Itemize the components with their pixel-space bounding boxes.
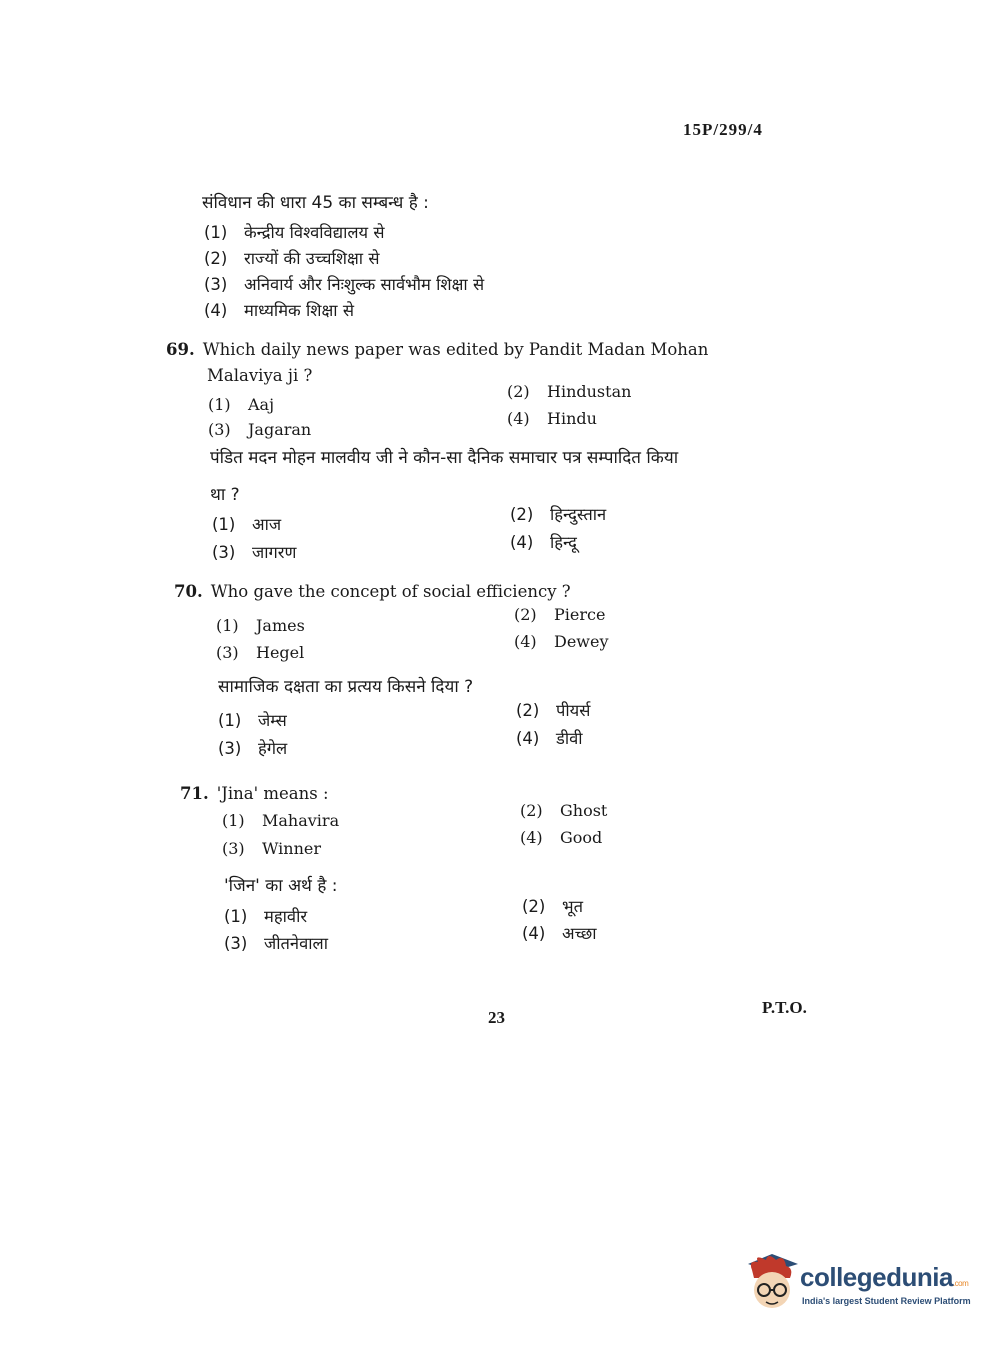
q69-hindi-option-4: (4) हिन्दू	[510, 533, 577, 552]
q71-english-option-3: (3) Winner	[222, 839, 322, 858]
brand-name: collegedunia.com	[800, 1262, 969, 1292]
q70-hindi-option-2: (2) पीयर्स	[516, 701, 591, 720]
q71-hindi-option-1: (1) महावीर	[224, 907, 308, 926]
q69-english-option-3: (3) Jagaran	[208, 420, 312, 439]
q70-hindi-option-1: (1) जेम्स	[218, 711, 287, 730]
q70-english-option-1: (1) James	[216, 616, 305, 635]
q69-hindi-option-1: (1) आज	[212, 515, 282, 534]
q71-english-stem: 71. 'Jina' means :	[180, 784, 329, 803]
q70-number: 70.	[174, 582, 203, 601]
q68-hindi-option-2: (2) राज्यों की उच्चशिक्षा से	[204, 249, 380, 268]
q69-english-option-1: (1) Aaj	[208, 395, 275, 414]
q71-number: 71.	[180, 784, 209, 803]
pto-label: P.T.O.	[762, 998, 807, 1017]
q69-english-option-2: (2) Hindustan	[507, 382, 632, 401]
page-number: 23	[488, 1008, 505, 1027]
q69-hindi-option-2: (2) हिन्दुस्तान	[510, 505, 607, 524]
q69-english-option-4: (4) Hindu	[507, 409, 597, 428]
q71-hindi-option-2: (2) भूत	[522, 897, 584, 916]
q68-hindi-stem: संविधान की धारा 45 का सम्बन्ध है :	[202, 193, 429, 213]
q69-hindi-stem-line1: पंडित मदन मोहन मालवीय जी ने कौन-सा दैनिक समाचार पत्र सम्पादित किया	[210, 448, 679, 468]
q71-english-option-4: (4) Good	[520, 828, 603, 847]
paper-code: 15P/299/4	[683, 120, 763, 139]
q68-hindi-option-4: (4) माध्यमिक शिक्षा से	[204, 301, 354, 320]
q68-hindi-option-1: (1) केन्द्रीय विश्वविद्यालय से	[204, 223, 385, 242]
q70-english-stem: 70. Who gave the concept of social efficiency ?	[174, 582, 571, 601]
q70-english-option-2: (2) Pierce	[514, 605, 606, 624]
q70-hindi-stem: सामाजिक दक्षता का प्रत्यय किसने दिया ?	[218, 677, 474, 697]
q71-english-option-2: (2) Ghost	[520, 801, 608, 820]
q69-number: 69.	[166, 340, 195, 359]
q71-hindi-stem: 'जिन' का अर्थ है :	[224, 876, 338, 896]
q70-english-option-3: (3) Hegel	[216, 643, 305, 662]
collegedunia-logo	[742, 1250, 972, 1312]
q69-english-stem-line2: Malaviya ji ?	[207, 366, 313, 385]
q69-english-stem-line1: 69. Which daily news paper was edited by Pandit Madan Mohan	[166, 340, 709, 359]
q69-hindi-option-3: (3) जागरण	[212, 543, 297, 562]
q68-hindi-option-3: (3) अनिवार्य और निःशुल्क सार्वभौम शिक्षा से	[204, 275, 485, 294]
q69-hindi-stem-line2: था ?	[210, 485, 240, 505]
q71-hindi-option-4: (4) अच्छा	[522, 924, 597, 943]
brand-tagline: India's largest Student Review Platform	[802, 1296, 971, 1306]
q70-hindi-option-4: (4) डीवी	[516, 729, 583, 748]
mascot-icon	[742, 1250, 802, 1312]
q71-hindi-option-3: (3) जीतनेवाला	[224, 934, 328, 953]
q70-hindi-option-3: (3) हेगेल	[218, 739, 288, 758]
q71-english-option-1: (1) Mahavira	[222, 811, 340, 830]
q70-english-option-4: (4) Dewey	[514, 632, 609, 651]
